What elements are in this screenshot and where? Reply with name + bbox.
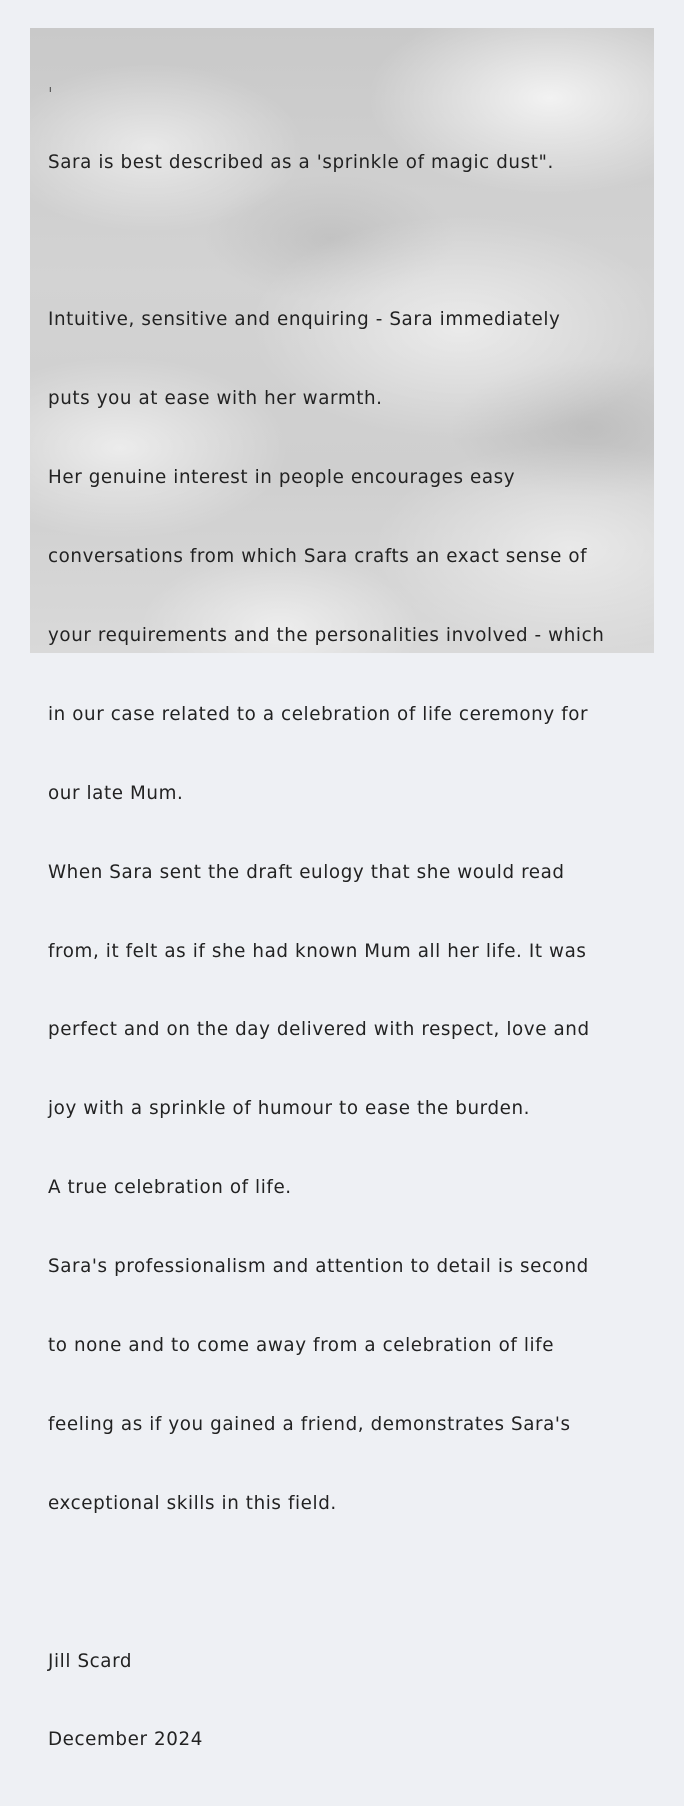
testimonial-line: perfect and on the day delivered with respect, love and	[48, 1019, 590, 1041]
testimonial-line: joy with a sprinkle of humour to ease the burden.	[48, 1098, 531, 1120]
testimonial-line: A true celebration of life.	[48, 1177, 292, 1199]
testimonial-line: conversations from which Sara crafts an exact sense of	[48, 546, 588, 568]
testimonial-line: exceptional skills in this field.	[48, 1492, 337, 1514]
testimonial-line: Sara is best described as a 'sprinkle of magic dust".	[48, 151, 554, 173]
testimonial-line: Her genuine interest in people encourages easy	[48, 467, 516, 489]
testimonial-line: feeling as if you gained a friend, demonstrates Sara's	[48, 1413, 571, 1435]
testimonial-line: When Sara sent the draft eulogy that she would read	[48, 861, 565, 883]
testimonial-line: in our case related to a celebration of life ceremony for	[48, 703, 589, 725]
stray-mark: ı	[49, 85, 52, 95]
testimonial-line: Sara's professionalism and attention to detail is second	[48, 1256, 589, 1278]
testimonial-line: our late Mum.	[48, 782, 184, 804]
testimonial-line: your requirements and the personalities involved - which	[48, 624, 605, 646]
author-name: Jill Scard	[48, 1650, 133, 1672]
testimonial-line: puts you at ease with her warmth.	[48, 388, 383, 410]
testimonial-line: Intuitive, sensitive and enquiring - Sara immediately	[48, 309, 561, 331]
testimonial-text	[48, 97, 648, 1806]
testimonial-card	[30, 28, 654, 1751]
testimonial-line: to none and to come away from a celebration of life	[48, 1334, 555, 1356]
paragraph-gap	[48, 228, 648, 254]
paragraph-gap	[48, 1570, 648, 1596]
testimonial-date: December 2024	[48, 1729, 203, 1751]
testimonial-line: from, it felt as if she had known Mum all her life. It was	[48, 940, 587, 962]
